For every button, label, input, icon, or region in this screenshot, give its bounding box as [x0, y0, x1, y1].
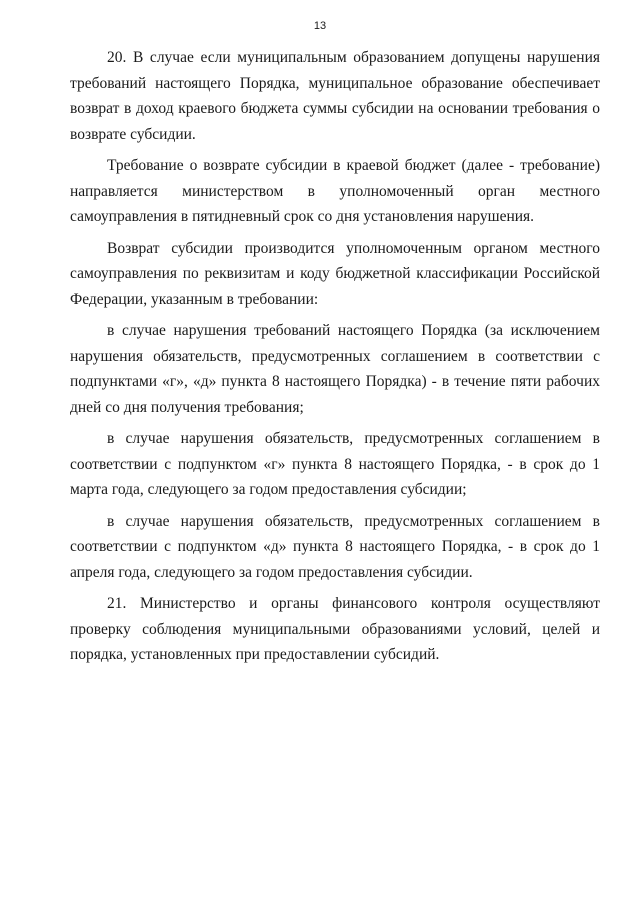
page-number: 13	[313, 20, 327, 32]
paragraph-case-subpoint-d: в случае нарушения обязательств, предусмотренных соглашением в соответствии с подпунктом «д» пункта 8 настоящего Порядка, - в срок до 1 апреля года, следующего за годом предоставления субсидии.	[70, 512, 600, 581]
paragraph-20: 20. В случае если муниципальным образованием допущены нарушения требований настоящего Порядка, муниципальное образование обеспечивает возврат в доход краевого бюджета суммы субсидии на основании требования о возврате субсидии.	[70, 49, 600, 143]
document-body	[70, 45, 600, 674]
paragraph-21: 21. Министерство и органы финансового контроля осуществляют проверку соблюдения муниципальными образованиями условий, целей и порядка, установленных при предоставлении субсидий.	[70, 595, 600, 663]
paragraph-case-order-violation: в случае нарушения требований настоящего Порядка (за исключением нарушения обязательств, предусмотренных соглашением в соответствии с подпунктами «г», «д» пункта 8 настоящего Порядка) - в течение пяти рабочих дней со дня получения требования;	[70, 322, 600, 416]
paragraph-refund-procedure: Возврат субсидии производится уполномоченным органом местного самоуправления по реквизитам и коду бюджетной классификации Российской Федерации, указанным в требовании:	[70, 239, 600, 308]
paragraph-refund-demand: Требование о возврате субсидии в краевой бюджет (далее - требование) направляется министерством в уполномоченный орган местного самоуправления в пятидневный срок со дня установления нарушения.	[70, 157, 600, 225]
paragraph-case-subpoint-g: в случае нарушения обязательств, предусмотренных соглашением в соответствии с подпунктом «г» пункта 8 настоящего Порядка, - в срок до 1 марта года, следующего за годом предоставления субсидии;	[70, 430, 600, 498]
